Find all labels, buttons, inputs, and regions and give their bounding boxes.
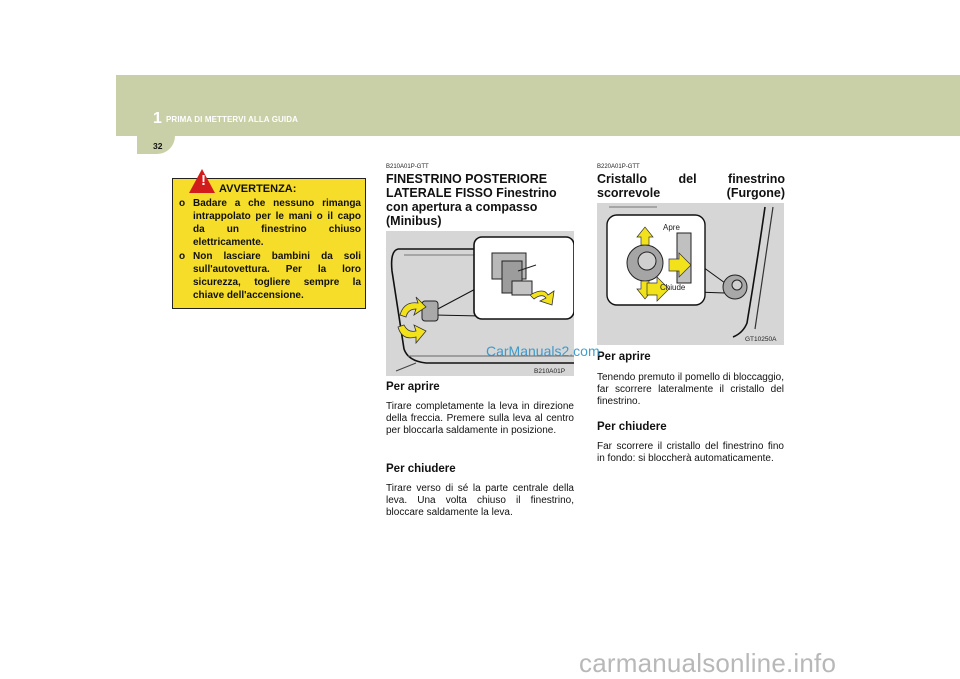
warning-item bbox=[179, 250, 361, 302]
bullet: o bbox=[179, 198, 186, 209]
label-open: Apre bbox=[663, 223, 680, 232]
figure-label: B210A01P bbox=[534, 368, 566, 375]
watermark: CarManuals2.com bbox=[486, 343, 600, 359]
warning-box bbox=[172, 172, 366, 309]
section-code: B210A01P-GTT bbox=[386, 164, 429, 170]
sliding-window-illustration bbox=[597, 203, 784, 345]
exclamation-icon: ! bbox=[201, 172, 206, 189]
bullet: o bbox=[179, 251, 186, 262]
chapter-title: PRIMA DI METTERVI ALLA GUIDA bbox=[166, 115, 298, 124]
section-heading: Cristallo del finestrino scorrevole (Furgone) bbox=[597, 172, 785, 200]
open-title: Per aprire bbox=[386, 381, 440, 393]
close-text: Far scorrere il cristallo del finestrino fino in fondo: si bloccherà automaticamente. bbox=[597, 441, 784, 464]
close-title: Per chiudere bbox=[386, 463, 456, 475]
close-title: Per chiudere bbox=[597, 421, 667, 433]
open-text: Tirare completamente la leva in direzione della freccia. Premere sulla leva al centro per bloccarla saldamente in posizione. bbox=[386, 401, 574, 436]
label-close: Chiude bbox=[660, 283, 686, 292]
figure-sliding-window bbox=[597, 203, 784, 345]
page-number: 32 bbox=[153, 141, 163, 151]
section-code: B220A01P-GTT bbox=[597, 164, 640, 170]
warning-title: AVVERTENZA: bbox=[219, 183, 297, 195]
footer-watermark: carmanualsonline.info bbox=[579, 648, 837, 678]
warning-item-text: Non lasciare bambini da soli sull'autovettura. Per la loro sicurezza, togliere sempre la chiave dell'accensione. bbox=[193, 251, 361, 301]
warning-item bbox=[179, 197, 361, 249]
open-title: Per aprire bbox=[597, 351, 651, 363]
close-text: Tirare verso di sé la parte centrale della leva. Una volta chiuso il finestrino, bloccare saldamente la leva. bbox=[386, 483, 574, 518]
warning-item-text: Badare a che nessuno rimanga intrappolato per le mani o il capo da un finestrino chiuso elettricamente. bbox=[193, 198, 361, 248]
open-text: Tenendo premuto il pomello di bloccaggio, far scorrere lateralmente il cristallo del finestrino. bbox=[597, 372, 784, 407]
figure-label: GT10250A bbox=[745, 336, 777, 343]
header-band bbox=[116, 75, 960, 136]
section-heading: FINESTRINO POSTERIORE LATERALE FISSO Finestrino con apertura a compasso (Minibus) bbox=[386, 172, 557, 228]
chapter-number: 1 bbox=[153, 110, 162, 127]
